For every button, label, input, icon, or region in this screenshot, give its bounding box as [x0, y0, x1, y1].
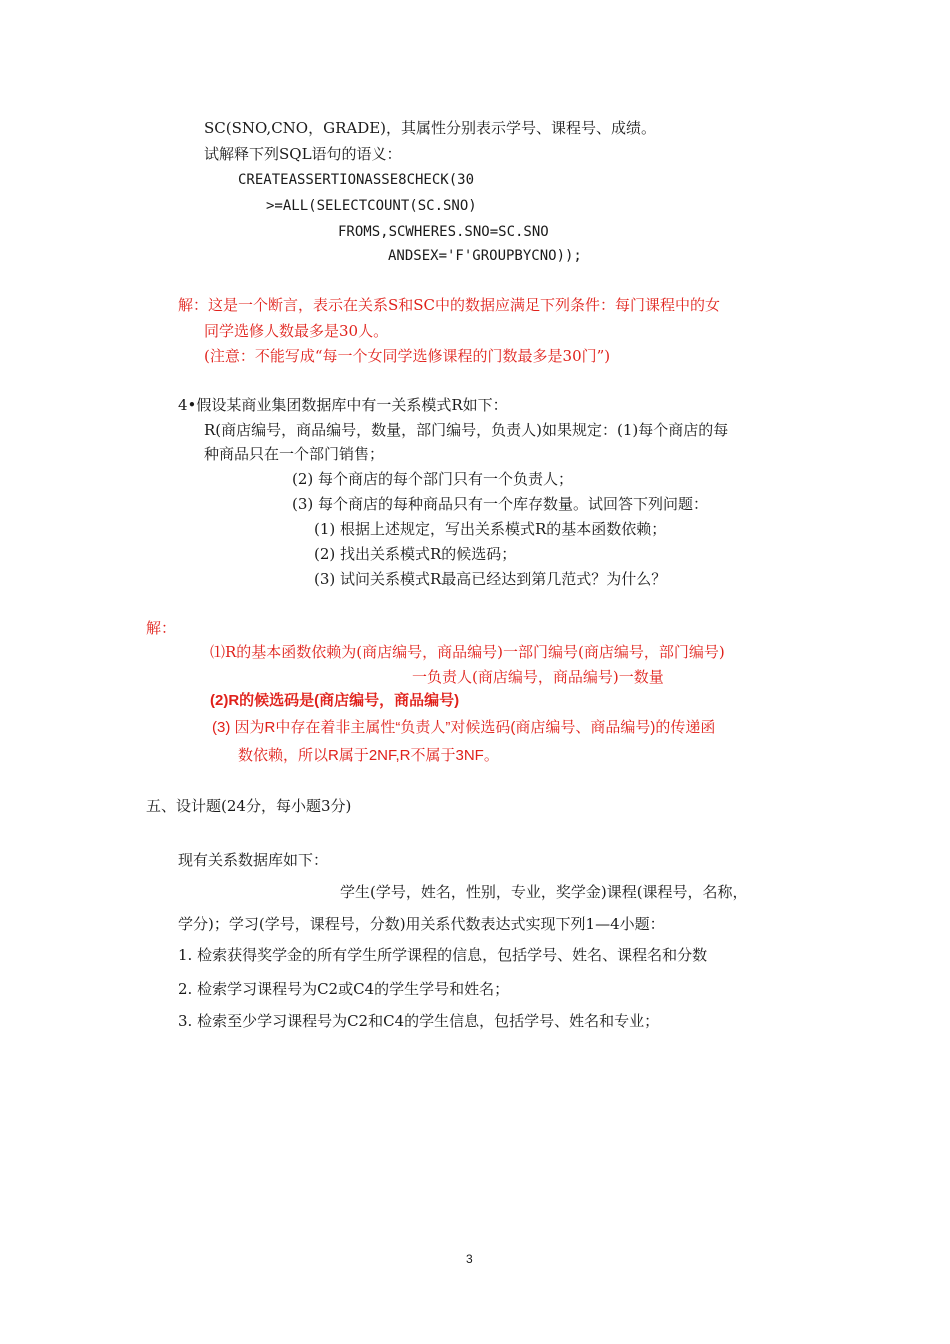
section5-item2: 2. 检索学习课程号为C2或C4的学生学号和姓名； — [178, 980, 510, 998]
q4-title: 4•假设某商业集团数据库中有一关系模式R如下： — [178, 396, 508, 414]
q4-answer3-line1: (3) 因为R中存在着非主属性“负责人”对候选码(商店编号、商品编号)的传递函 — [212, 719, 716, 736]
section5-intro: 现有关系数据库如下： — [178, 851, 329, 869]
q3-line2: 试解释下列SQL语句的语义： — [204, 145, 402, 163]
q4-sub2: (2) 找出关系模式R的候选码； — [314, 545, 517, 563]
q4-answer1-line1: ⑴R的基本函数依赖为(商店编号，商品编号)一部门编号(商店编号，部门编号) — [210, 643, 725, 661]
q4-answer2: (2)R的候选码是(商店编号，商品编号) — [210, 692, 460, 709]
q4-line4: (3) 每个商店的每种商品只有一个库存数量。试回答下列问题： — [292, 495, 709, 513]
sql-line3: FROMS,SCWHERES.SNO=SC.SNO — [338, 224, 549, 240]
q4-line2: 种商品只在一个部门销售； — [204, 445, 385, 463]
q3-line1: SC(SNO,CNO，GRADE)，其属性分别表示学号、课程号、成绩。 — [204, 119, 657, 137]
q4-answer1-line2: 一负责人(商店编号，商品编号)一数量 — [412, 668, 664, 686]
q4-sub1: (1) 根据上述规定，写出关系模式R的基本函数依赖； — [314, 520, 667, 538]
section5-schema-line1: 学生(学号，姓名，性别，专业，奖学金)课程(课程号，名称， — [340, 883, 748, 901]
q4-answer-label: 解： — [146, 619, 177, 637]
q3-answer-line1: 解：这是一个断言，表示在关系S和SC中的数据应满足下列条件：每门课程中的女 — [178, 296, 721, 314]
section5-schema-line2: 学分)；学习(学号，课程号，分数)用关系代数表达式实现下列1—4小题： — [178, 915, 665, 933]
section5-item1: 1. 检索获得奖学金的所有学生所学课程的信息，包括学号、姓名、课程名和分数 — [178, 946, 708, 964]
section5-item3: 3. 检索至少学习课程号为C2和C4的学生信息，包括学号、姓名和专业； — [178, 1012, 660, 1030]
sql-line2: >=ALL(SELECTCOUNT(SC.SNO) — [266, 198, 477, 214]
q3-answer-line2: 同学选修人数最多是30人。 — [204, 322, 389, 340]
q3-answer-note: (注意：不能写成“每一个女同学选修课程的门数最多是30门”) — [204, 347, 611, 365]
q4-line1: R(商店编号，商品编号，数量，部门编号，负责人)如果规定：(1)每个商店的每 — [204, 421, 729, 439]
sql-line1: CREATEASSERTIONASSE8CHECK(30 — [238, 172, 475, 188]
q4-answer3-line2: 数依赖，所以R属于2NF,R不属于3NF。 — [238, 747, 499, 764]
q4-line3: (2) 每个商店的每个部门只有一个负责人； — [292, 470, 574, 488]
section5-title: 五、设计题(24分，每小题3分) — [146, 797, 352, 815]
page-number: 3 — [466, 1252, 473, 1266]
sql-line4: ANDSEX='F'GROUPBYCNO)); — [388, 248, 582, 264]
q4-sub3: (3) 试问关系模式R最高已经达到第几范式？为什么？ — [314, 570, 667, 588]
